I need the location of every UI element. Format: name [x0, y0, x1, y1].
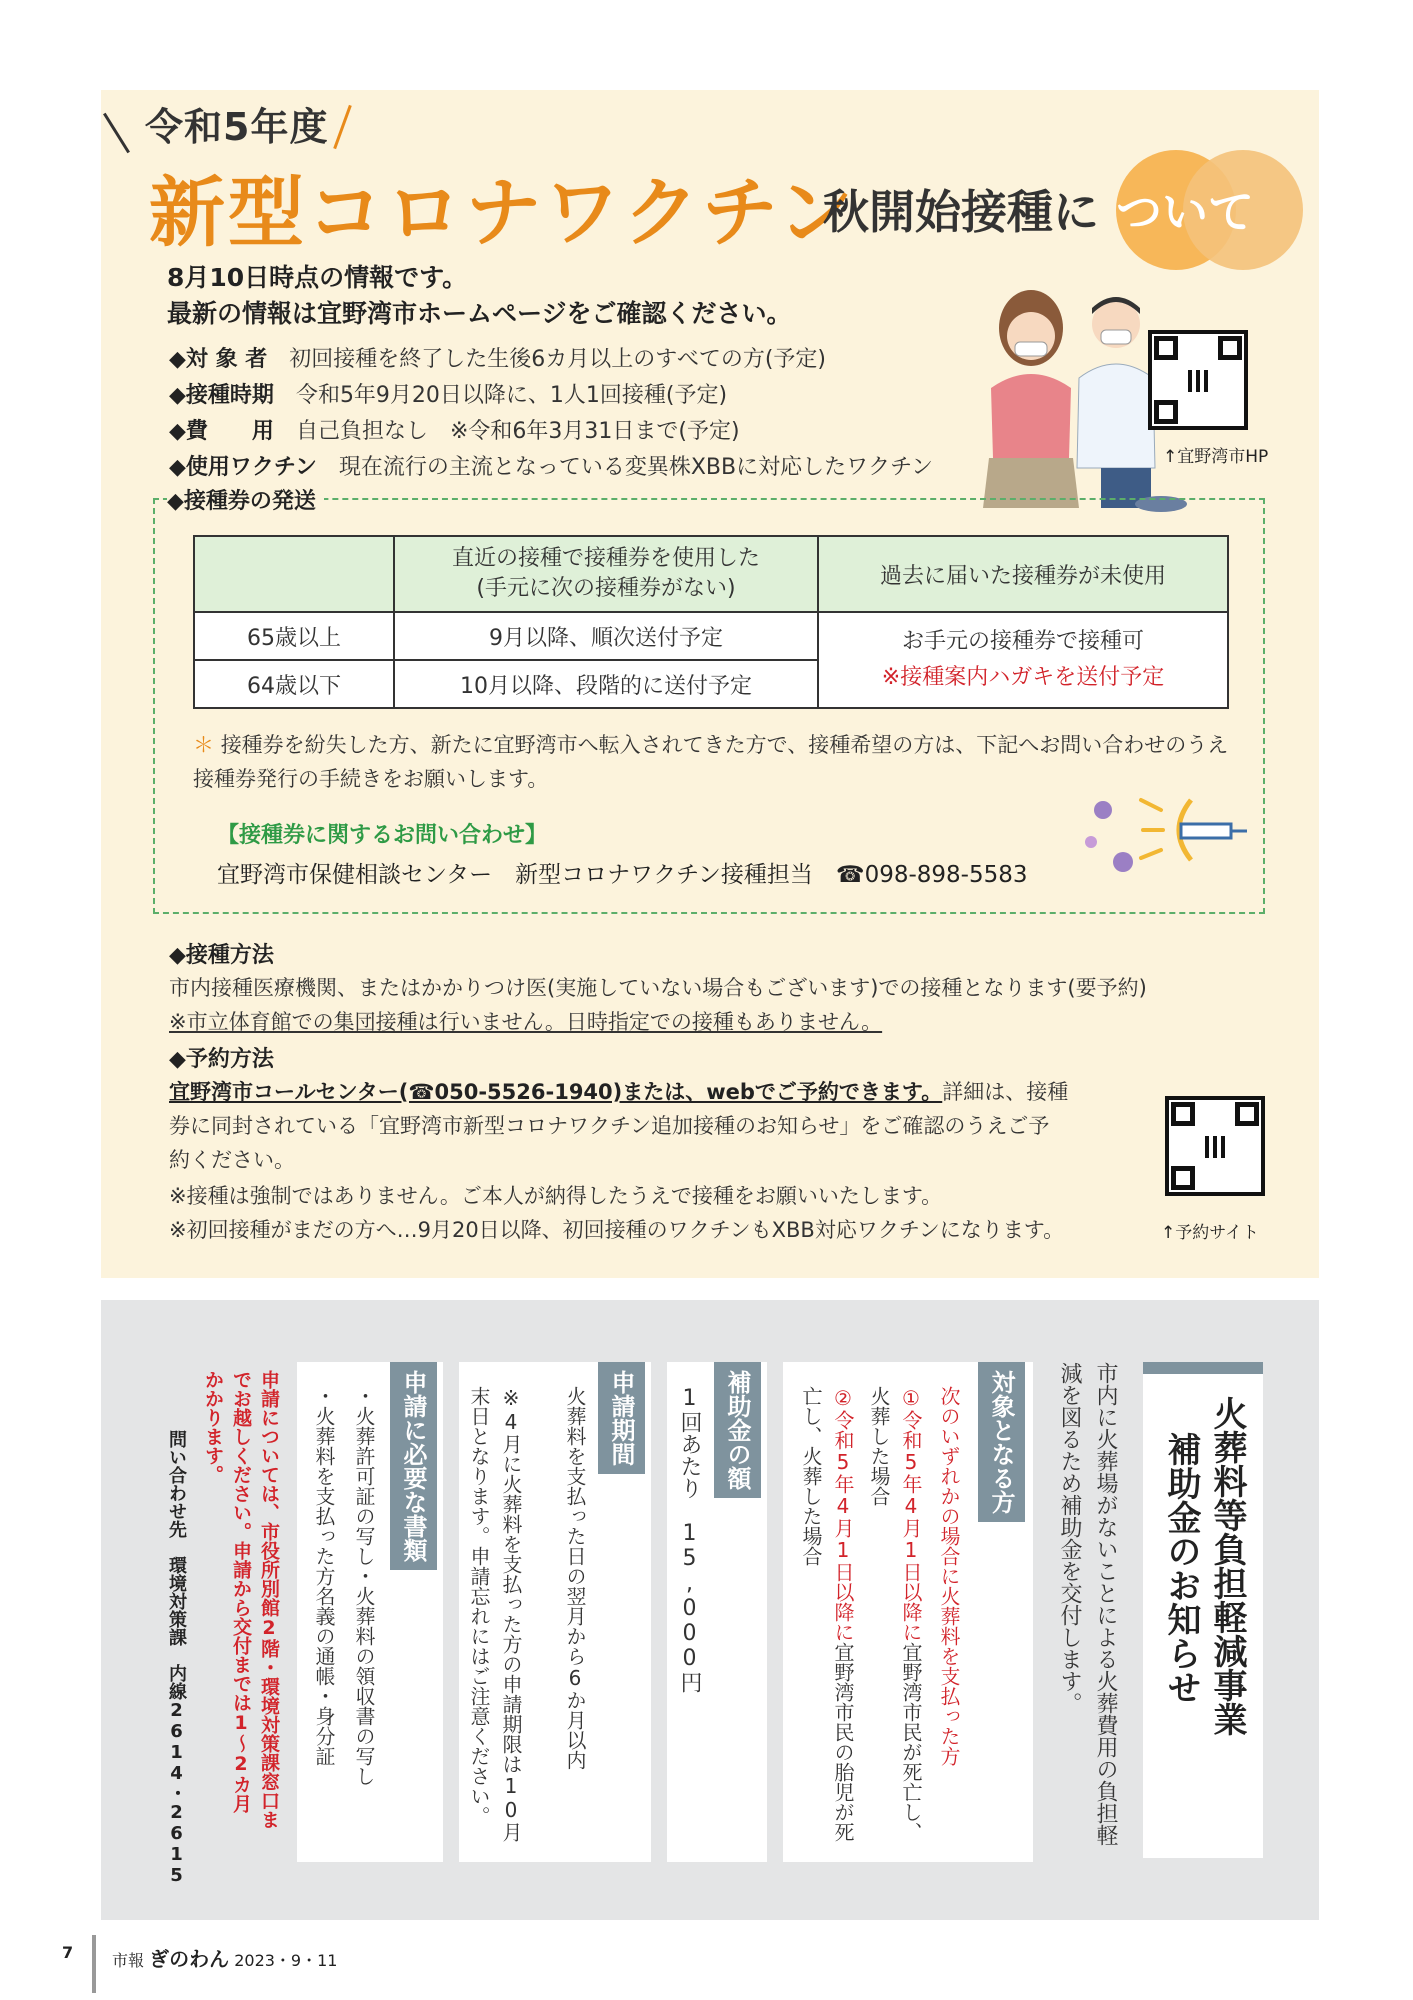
table-header-line: (手元に次の接種券がない) — [476, 576, 736, 601]
qr-code-reservation[interactable] — [1165, 1096, 1265, 1196]
merged-line1: お手元の接種券で接種可 — [901, 629, 1144, 654]
footer-divider — [92, 1935, 96, 1993]
inquiry-body: 宜野湾市保健相談センター 新型コロナワクチン接種担当 ☎098-898-5583 — [217, 862, 1028, 888]
table-cell-age: 64歳以下 — [194, 660, 394, 708]
period-title: 申請期間 — [598, 1362, 645, 1474]
eyebrow-year: 令和5年度 — [145, 105, 329, 149]
reserve-note2: ※初回接種がまだの方へ…9月20日以降、初回接種のワクチンもXBB対応ワクチンになります。 — [169, 1218, 1065, 1242]
cremation-section — [101, 1300, 1319, 1920]
period-text: 火葬料を支払った日の翌月から6か月以内 — [563, 1386, 587, 1770]
reserve-line2: 券に同封されている「宜野湾市新型コロナワクチン追加接種のお知らせ」をご確認のうえご予 — [169, 1114, 1050, 1138]
detail-value: 現在流行の主流となっている変異株XBBに対応したワクチン — [338, 455, 934, 480]
doc-item1: ・火葬許可証の写し・火葬料の領収書の写し — [352, 1386, 376, 1786]
detail-value: 初回接種を終了した生後6カ月以上のすべての方(予定) — [289, 347, 826, 372]
reserve-line3: 約ください。 — [169, 1148, 295, 1172]
publication-logo: ぎのわん — [149, 1947, 230, 1971]
detail-value: 自己負担なし ※令和6年3月31日まで(予定) — [295, 419, 740, 444]
note-text: 接種券を紛失した方、新たに宜野湾市へ転入されてきた方で、接種希望の方は、下記へお問い合わせのうえ接種券発行の手続きをお願いします。 — [193, 733, 1229, 791]
syringe-icon — [1081, 780, 1251, 890]
title-sub: 秋開始接種に — [823, 185, 1099, 239]
target-item1 — [863, 1386, 927, 1856]
table-header-used — [394, 536, 818, 612]
detail-target — [169, 342, 826, 373]
target-panel — [783, 1362, 1033, 1862]
detail-label: ◆接種時期 — [169, 383, 274, 408]
detail-vaccine — [169, 450, 933, 481]
amount-title: 補助金の額 — [714, 1362, 761, 1498]
qr-city-caption: ↑宜野湾市HP — [1163, 447, 1269, 467]
footer-info — [112, 1943, 337, 1972]
amount-value: 1回あたり 15,000円 — [677, 1386, 702, 1693]
target-item1-a: ①令和5年4月1日以降に — [899, 1386, 923, 1642]
detail-label: ◆費 用 — [169, 419, 274, 444]
target-lead: 次のいずれかの場合に火葬料を支払った方 — [937, 1386, 961, 1766]
inquiry-heading: 【接種券に関するお問い合わせ】 — [217, 823, 548, 848]
method-line1: 市内接種医療機関、またはかかりつけ医(実施していない場合もございます)での接種となります(要予約) — [169, 976, 1147, 1000]
reserve-heading: ◆予約方法 — [169, 1047, 274, 1072]
cremation-title1: 火葬料等負担 — [1207, 1396, 1247, 1600]
ticket-heading: ◆接種券の発送 — [167, 484, 324, 515]
method-line2: ※市立体育館での集団接種は行いません。日時指定での接種もありません。 — [169, 1010, 883, 1034]
cremation-title2: 軽減事業 — [1207, 1600, 1247, 1736]
cremation-title-col1 — [1205, 1396, 1249, 1736]
publication-date: 2023・9・11 — [234, 1951, 338, 1970]
merged-line2: ※接種案内ハガキを送付予定 — [881, 665, 1165, 690]
info-line1: 8月10日時点の情報です。 — [167, 263, 468, 292]
apply-note: 申請については、市役所別館2階・環境対策課窓口までお越しください。申請から交付までは1～2カ月かかります。 — [202, 1370, 280, 1829]
qr-code-city[interactable] — [1148, 330, 1248, 430]
ticket-note — [193, 728, 1233, 796]
table-header-line: 直近の接種で接種券を使用した — [451, 546, 760, 571]
note-star: ＊ — [193, 733, 214, 757]
cremation-title3: 補助金のお知らせ — [1161, 1432, 1201, 1704]
docs-title: 申請に必要な書類 — [390, 1362, 437, 1570]
ticket-table — [193, 535, 1229, 709]
amount-panel — [667, 1362, 767, 1862]
qr-reserve-caption: ↑予約サイト — [1161, 1223, 1260, 1243]
decor-slash-right — [333, 105, 352, 149]
table-header-unused: 過去に届いた接種券が未使用 — [818, 536, 1228, 612]
detail-cost — [169, 414, 740, 445]
target-item2-b: 宜野湾市民の胎児が死亡し、火葬した場合 — [799, 1386, 855, 1842]
call-center-link[interactable]: 宜野湾市コールセンター(☎050-5526-1940)または、webでご予約できます。 — [169, 1080, 943, 1104]
period-note: ※4月に火葬料を支払った方の申請期限は10月末日となります。申請忘れにはご注意ください。 — [467, 1386, 523, 1842]
period-panel — [459, 1362, 651, 1862]
table-cell-age: 65歳以上 — [194, 612, 394, 660]
detail-label: ◆対 象 者 — [169, 347, 268, 372]
title-main: 新型コロナワクチン — [149, 168, 857, 257]
table-cell-value: 10月以降、段階的に送付予定 — [394, 660, 818, 708]
cremation-title-panel — [1143, 1362, 1263, 1858]
cremation-intro: 市内に火葬場がないことによる火葬費用の負担軽減を図るため補助金を交付します。 — [1057, 1362, 1118, 1846]
detail-period — [169, 378, 727, 409]
title-tail: ついて — [1116, 185, 1254, 239]
method-heading: ◆接種方法 — [169, 943, 274, 968]
target-item2-a: ②令和5年4月1日以降に — [831, 1386, 855, 1642]
reserve-line1 — [169, 1076, 1068, 1106]
table-cell-value: 9月以降、順次送付予定 — [394, 612, 818, 660]
decor-slash-left — [103, 113, 130, 154]
vaccine-section — [101, 90, 1319, 1278]
contact-info: 問い合わせ先 環境対策課 内線2614・2615 — [166, 1430, 187, 1886]
publication-name: 市報 — [112, 1951, 145, 1970]
info-line2: 最新の情報は宜野湾市ホームページをご確認ください。 — [167, 299, 792, 328]
target-item2 — [795, 1386, 859, 1856]
doc-item2: ・火葬料を支払った方名義の通帳・身分証 — [312, 1386, 336, 1766]
reserve-note1: ※接種は強制ではありません。ご本人が納得したうえで接種をお願いいたします。 — [169, 1184, 943, 1208]
detail-value: 令和5年9月20日以降に、1人1回接種(予定) — [295, 383, 728, 408]
target-title: 対象となる方 — [978, 1362, 1025, 1522]
page-number: 7 — [62, 1943, 74, 1962]
table-header-blank — [194, 536, 394, 612]
reserve-line1-rest: 詳細は、接種 — [942, 1080, 1069, 1104]
docs-panel — [297, 1362, 443, 1862]
detail-label: ◆使用ワクチン — [169, 455, 317, 480]
target-item1-b: 宜野湾市民が死亡し、火葬した場合 — [867, 1386, 923, 1842]
table-cell-merged — [818, 612, 1228, 708]
